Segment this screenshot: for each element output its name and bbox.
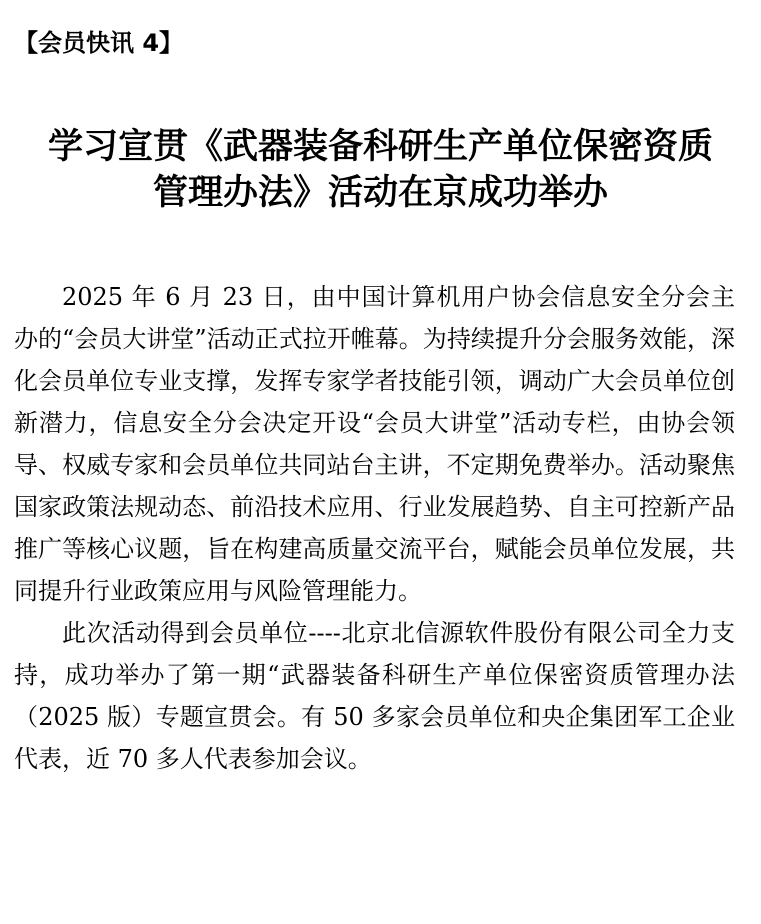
article-body [14,276,735,780]
article-title-line-2: 管理办法》活动在京成功举办 [152,173,608,213]
news-tag: 【会员快讯 4】 [14,29,184,57]
body-paragraph-1: 2025 年 6 月 23 日，由中国计算机用户协会信息安全分会主办的“会员大讲堂”活动正式拉开帷幕。为持续提升分会服务效能，深化会员单位专业支撑，发挥专家学者技能引领，调动广大会员单位创新潜力，信息安全分会决定开设“会员大讲堂”活动专栏，由协会领导、权威专家和会员单位共同站台主讲，不定期免费举办。活动聚焦国家政策法规动态、前沿技术应用、行业发展趋势、自主可控新产品推广等核心议题，旨在构建高质量交流平台，赋能会员单位发展，共同提升行业政策应用与风险管理能力。 [14,283,735,605]
article-title-line-1: 学习宣贯《武器装备科研生产单位保密资质 [47,127,713,167]
article-title [0,124,761,216]
body-paragraph-2: 此次活动得到会员单位----北京北信源软件股份有限公司全力支持，成功举办了第一期“武器装备科研生产单位保密资质管理办法（2025 版）专题宣贯会。有 50 多家会员单位和央企集团军工企业代表，近 70 多人代表参加会议。 [14,619,735,773]
